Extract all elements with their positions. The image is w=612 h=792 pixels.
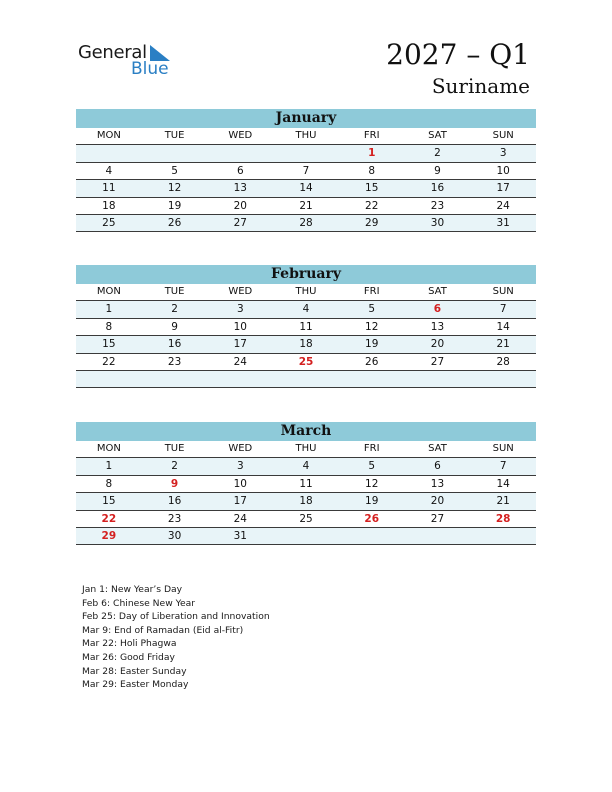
week-row xyxy=(76,145,536,162)
day-cell: 6 xyxy=(434,460,441,473)
weekday-label: SAT xyxy=(428,443,447,454)
logo-general: General xyxy=(78,42,147,63)
day-cell: 16 xyxy=(430,182,445,195)
weekday-label: SUN xyxy=(492,130,514,141)
day-cell: 1 xyxy=(105,303,113,316)
day-cell: 18 xyxy=(299,495,313,508)
day-cell: 15 xyxy=(365,182,379,195)
day-cell: 24 xyxy=(233,355,247,368)
day-cell: 7 xyxy=(499,303,507,316)
day-cell: 16 xyxy=(167,495,182,508)
weekday-label: FRI xyxy=(363,443,380,454)
holiday-note: Feb 6: Chinese New Year xyxy=(82,597,196,609)
day-cell xyxy=(76,145,142,161)
logo-blue: Blue xyxy=(131,59,169,79)
day-cell: 21 xyxy=(496,338,510,351)
day-cell: 23 xyxy=(167,355,182,368)
day-cell xyxy=(207,145,273,161)
day-cell: 5 xyxy=(368,303,376,316)
week-row xyxy=(76,180,536,197)
holiday-note: Mar 26: Good Friday xyxy=(82,651,175,663)
day-cell: 19 xyxy=(365,495,379,508)
day-cell: 23 xyxy=(430,199,445,212)
weekday-row xyxy=(76,284,536,301)
day-cell: 13 xyxy=(430,320,445,333)
day-cell: 11 xyxy=(299,477,313,490)
day-cell: 5 xyxy=(368,460,376,473)
weekday-label: TUE xyxy=(164,130,185,141)
week-row xyxy=(76,319,536,336)
week-row xyxy=(76,336,536,353)
month-header: March xyxy=(76,422,536,441)
weekday-row xyxy=(76,441,536,458)
day-cell: 22 xyxy=(365,199,379,212)
day-cell: 27 xyxy=(430,512,445,525)
day-cell: 16 xyxy=(167,338,182,351)
week-row xyxy=(76,511,536,528)
day-cell: 14 xyxy=(299,182,313,195)
day-cell: 2 xyxy=(434,147,441,160)
logo xyxy=(78,42,178,82)
week-row xyxy=(76,301,536,318)
day-cell: 17 xyxy=(233,338,247,351)
holiday-note: Mar 28: Easter Sunday xyxy=(82,665,187,677)
day-cell xyxy=(405,371,471,387)
holiday-note: Jan 1: New Year’s Day xyxy=(82,584,183,595)
holiday-note: Mar 9: End of Ramadan (Eid al-Fitr) xyxy=(82,624,244,636)
day-cell xyxy=(273,145,339,161)
weekday-label: FRI xyxy=(363,286,380,297)
day-cell: 12 xyxy=(167,182,182,195)
day-cell: 25 xyxy=(102,216,116,229)
holiday-day-cell: 28 xyxy=(495,512,511,525)
day-cell: 11 xyxy=(102,182,116,195)
day-cell: 30 xyxy=(430,216,445,229)
day-cell: 20 xyxy=(430,495,445,508)
week-row xyxy=(76,493,536,510)
day-cell xyxy=(142,145,208,161)
day-cell xyxy=(339,371,405,387)
day-cell: 2 xyxy=(171,303,178,316)
weekday-label: THU xyxy=(295,130,317,141)
day-cell: 8 xyxy=(105,320,113,333)
day-cell: 3 xyxy=(499,147,507,160)
day-cell: 2 xyxy=(171,460,178,473)
day-cell: 20 xyxy=(430,338,445,351)
day-cell: 26 xyxy=(167,216,182,229)
day-cell: 10 xyxy=(233,320,247,333)
day-cell: 27 xyxy=(233,216,247,229)
weekday-label: THU xyxy=(295,286,317,297)
day-cell: 14 xyxy=(496,477,510,490)
weekday-label: FRI xyxy=(363,130,380,141)
weekday-label: MON xyxy=(96,286,121,297)
day-cell: 29 xyxy=(365,216,379,229)
weekday-label: WED xyxy=(228,130,253,141)
weekday-label: MON xyxy=(96,443,121,454)
day-cell: 4 xyxy=(302,460,310,473)
weekday-label: SUN xyxy=(492,443,514,454)
weekday-label: TUE xyxy=(164,286,185,297)
holiday-note: Mar 29: Easter Monday xyxy=(82,679,189,691)
day-cell: 19 xyxy=(365,338,379,351)
holiday-notes xyxy=(82,583,270,692)
week-row xyxy=(76,163,536,180)
weekday-label: MON xyxy=(96,130,121,141)
day-cell: 17 xyxy=(496,182,510,195)
day-cell: 14 xyxy=(496,320,510,333)
day-cell: 10 xyxy=(233,477,247,490)
week-row xyxy=(76,528,536,545)
day-cell xyxy=(470,371,536,387)
holiday-day-cell: 22 xyxy=(101,512,117,525)
weekday-label: WED xyxy=(228,286,253,297)
day-cell: 4 xyxy=(302,303,310,316)
day-cell: 10 xyxy=(496,164,510,177)
holiday-day-cell: 9 xyxy=(170,477,179,490)
holiday-day-cell: 6 xyxy=(433,303,442,316)
weekday-label: THU xyxy=(295,443,317,454)
week-row xyxy=(76,215,536,232)
month-march xyxy=(76,422,536,545)
day-cell: 17 xyxy=(233,495,247,508)
weekday-label: WED xyxy=(228,443,253,454)
weekday-row xyxy=(76,128,536,145)
day-cell: 24 xyxy=(233,512,247,525)
day-cell: 18 xyxy=(102,199,116,212)
week-row xyxy=(76,198,536,215)
day-cell: 24 xyxy=(496,199,510,212)
day-cell xyxy=(273,528,339,544)
day-cell: 22 xyxy=(102,355,116,368)
day-cell: 8 xyxy=(368,164,376,177)
weekday-label: TUE xyxy=(164,443,185,454)
week-row xyxy=(76,371,536,388)
holiday-day-cell: 25 xyxy=(298,355,314,368)
day-cell: 3 xyxy=(236,460,244,473)
week-row xyxy=(76,458,536,475)
month-header: February xyxy=(76,265,536,284)
day-cell: 9 xyxy=(434,164,441,177)
day-cell: 28 xyxy=(496,355,510,368)
month-january xyxy=(76,109,536,232)
day-cell: 27 xyxy=(430,355,445,368)
day-cell: 15 xyxy=(102,338,116,351)
month-february xyxy=(76,265,536,388)
day-cell: 12 xyxy=(365,477,379,490)
day-cell: 15 xyxy=(102,495,116,508)
day-cell: 8 xyxy=(105,477,113,490)
week-row xyxy=(76,354,536,371)
day-cell: 21 xyxy=(299,199,313,212)
holiday-note: Feb 25: Day of Liberation and Innovation xyxy=(82,611,270,623)
day-cell xyxy=(339,528,405,544)
day-cell: 12 xyxy=(365,320,379,333)
day-cell: 3 xyxy=(236,303,244,316)
day-cell: 4 xyxy=(105,164,113,177)
week-row xyxy=(76,476,536,493)
country-name: Suriname xyxy=(431,74,530,98)
page-title: 2027 – Q1 xyxy=(386,38,530,71)
weekday-label: SAT xyxy=(428,130,447,141)
weekday-label: SUN xyxy=(492,286,514,297)
day-cell: 13 xyxy=(430,477,445,490)
day-cell: 30 xyxy=(167,529,182,542)
day-cell: 6 xyxy=(236,164,244,177)
weekday-label: SAT xyxy=(428,286,447,297)
day-cell: 21 xyxy=(496,495,510,508)
holiday-day-cell: 29 xyxy=(101,529,117,542)
day-cell: 7 xyxy=(302,164,310,177)
day-cell: 25 xyxy=(299,512,313,525)
day-cell: 18 xyxy=(299,338,313,351)
day-cell xyxy=(470,528,536,544)
holiday-note: Mar 22: Holi Phagwa xyxy=(82,638,177,650)
day-cell: 23 xyxy=(167,512,182,525)
day-cell: 31 xyxy=(233,529,247,542)
day-cell: 1 xyxy=(105,460,113,473)
day-cell xyxy=(76,371,142,387)
day-cell: 9 xyxy=(171,320,178,333)
day-cell: 26 xyxy=(365,355,379,368)
holiday-day-cell: 1 xyxy=(368,147,376,160)
day-cell: 5 xyxy=(171,164,178,177)
day-cell: 20 xyxy=(233,199,247,212)
day-cell xyxy=(207,371,273,387)
day-cell xyxy=(273,371,339,387)
day-cell: 7 xyxy=(499,460,507,473)
day-cell: 31 xyxy=(496,216,510,229)
day-cell: 13 xyxy=(233,182,247,195)
day-cell xyxy=(142,371,208,387)
day-cell: 19 xyxy=(167,199,182,212)
day-cell: 11 xyxy=(299,320,313,333)
holiday-day-cell: 26 xyxy=(364,512,380,525)
day-cell: 28 xyxy=(299,216,313,229)
month-header: January xyxy=(76,109,536,128)
day-cell xyxy=(405,528,471,544)
